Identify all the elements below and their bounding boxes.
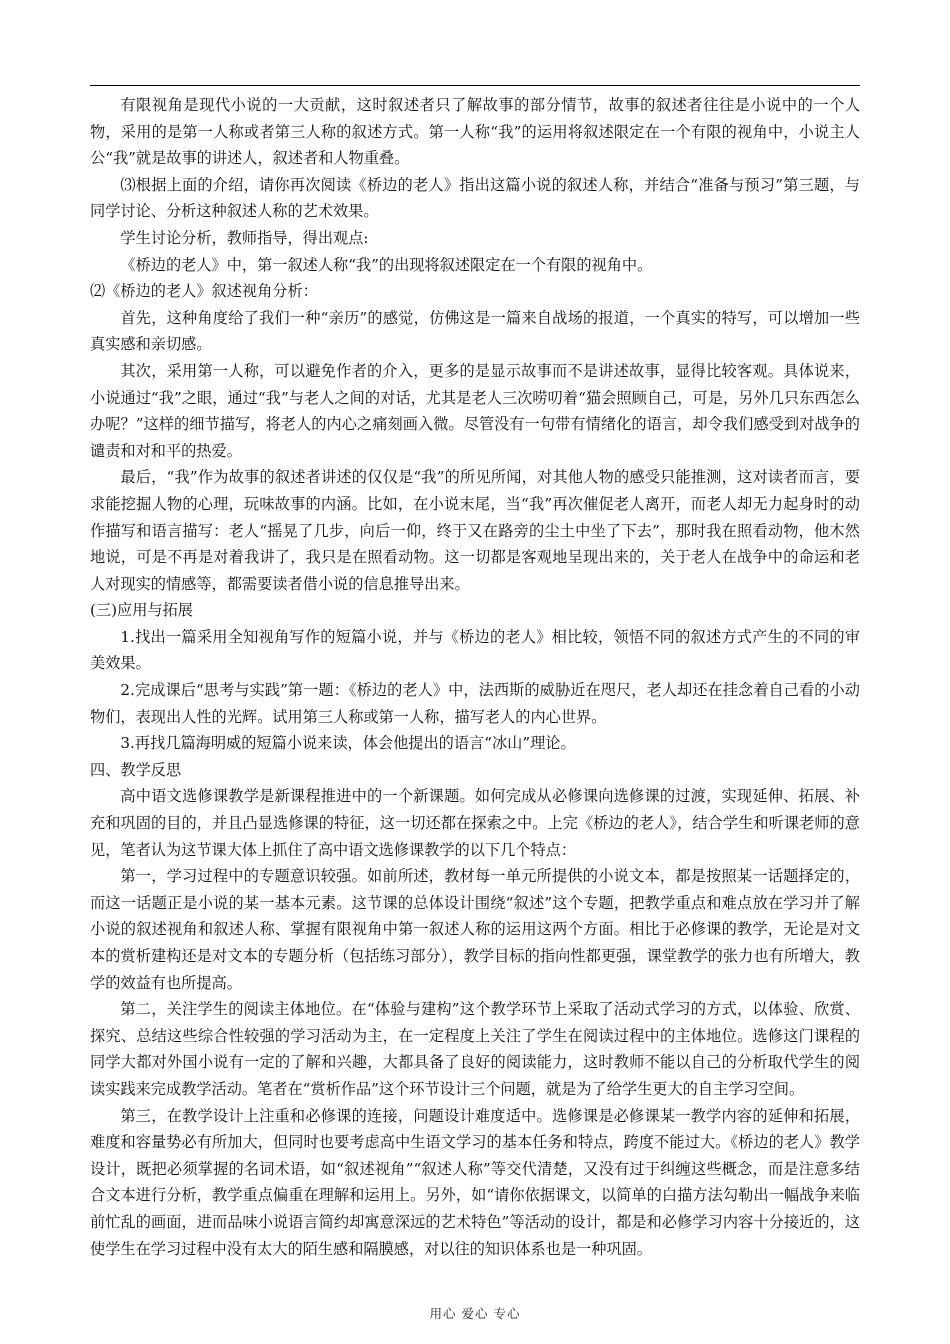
paragraph: 《桥边的老人》中，第一叙述人称“我”的出现将叙述限定在一个有限的视角中。 — [120, 255, 653, 274]
list-item: 3.再找几篇海明威的短篇小说来读，体会他提出的语言“冰山”理论。 — [120, 734, 576, 753]
paragraph: 第二，关注学生的阅读主体地位。在“体验与建构”这个教学环节上采取了活动式学习的方式，以体验、欣赏、探究、总结这些综合性较强的学习活动为主，在一定程度上关注了学生在阅读过程中的主体地位。选修这门课程的同学大都对外国小说有一定的了解和兴趣，大都具备了良好的阅读能力，这时教师不能以自己的分析取代学生的阅读实践来完成教学活动。笔者在“赏析作品”这个环节设计三个问题，就是为了给学生更大的自主学习空间。 — [90, 1000, 860, 1098]
paragraph: 学生讨论分析，教师指导，得出观点: — [120, 228, 369, 247]
page-footer: 用心 爱心 专心 — [429, 1306, 521, 1321]
list-item: 2.完成课后“思考与实践”第一题：《桥边的老人》中，法西斯的威胁近在咫尺，老人却还在挂念着自己看的小动物们，表现出人性的光辉。试用第三人称或第一人称，描写老人的内心世界。 — [90, 681, 860, 726]
paragraph: ⑶根据上面的介绍，请你再次阅读《桥边的老人》指出这篇小说的叙述人称，并结合“准备与预习”第三题，与同学讨论、分析这种叙述人称的艺术效果。 — [90, 175, 860, 221]
paragraph: 第三，在教学设计上注重和必修课的连接，问题设计难度适中。选修课是必修课某一教学内容的延伸和拓展，难度和容量势必有所加大，但同时也要考虑高中生语文学习的基本任务和特点，跨度不能过大。《桥边的老人》教学设计，既把必须掌握的名词术语，如“叙述视角”“叙述人称”等交代清楚，又没有过于纠缠这些概念，而是注意多结合文本进行分析，教学重点偏重在理解和运用上。另外，如“请你依据课文，以简单的白描方法勾勒出一幅战争来临前忙乱的画面，进而品味小说语言简约却寓意深远的艺术特色”等活动的设计，都是和必修学习内容十分接近的，这使学生在学习过程中没有太大的陌生感和隔膜感，对以往的知识体系也是一种巩固。 — [90, 1106, 860, 1258]
paragraph: 高中语文选修课教学是新课程推进中的一个新课题。如何完成从必修课向选修课的过渡，实现延伸、拓展、补充和巩固的目的，并且凸显选修课的特征，这一切还都在探索之中。上完《桥边的老人》，结合学生和听课老师的意见，笔者认为这节课大体上抓住了高中语文选修课教学的以下几个特点： — [90, 787, 860, 859]
paragraph: 有限视角是现代小说的一大贡献，这时叙述者只了解故事的部分情节，故事的叙述者往往是小说中的一个人物，采用的是第一人称或者第三人称的叙述方式。第一人称“我”的运用将叙述限定在一个有限的视角中，小说主人公“我”就是故事的讲述人，叙述者和人物重叠。 — [90, 96, 860, 168]
list-item: 1.找出一篇采用全知视角写作的短篇小说，并与《桥边的老人》相比较，领悟不同的叙述方式产生的不同的审美效果。 — [90, 627, 860, 673]
paragraph: 最后，“我”作为故事的叙述者讲述的仅仅是“我”的所见所闻，对其他人物的感受只能推测，这对读者而言，要求能挖掘人物的心理，玩味故事的内涵。比如，在小说末尾，当“我”再次催促老人离开，而老人却无力起身时的动作描写和语言描写：老人“摇晃了几步，向后一仰，终于又在路旁的尘土中坐了下去”，那时我在照看动物，他木然地说，可是不再是对着我讲了，我只是在照看动物。这一切都是客观地呈现出来的，关于老人在战争中的命运和老人对现实的情感等，都需要读者借小说的信息推导出来。 — [90, 468, 860, 593]
header-rule — [90, 85, 860, 86]
section-heading: 四、教学反思 — [90, 760, 182, 779]
document-body — [90, 92, 860, 1262]
paragraph: 其次，采用第一人称，可以避免作者的介入，更多的是显示故事而不是讲述故事，显得比较客观。具体说来，小说通过“我”之眼，通过“我”与老人之间的对话，尤其是老人三次唠叨着“猫会照顾自己，可是，另外几只东西怎么办呢？”这样的细节描写，将老人的内心之痛刻画入微。尽管没有一句带有情绪化的语言，却令我们感受到对战争的谴责和对和平的热爱。 — [90, 361, 860, 460]
paragraph: 第一，学习过程中的专题意识较强。如前所述，教材每一单元所提供的小说文本，都是按照某一话题择定的，而这一话题正是小说的某一基本元素。这节课的总体设计围绕“叙述”这个专题，把教学重点和难点放在学习并了解小说的叙述视角和叙述人称、掌握有限视角中第一叙述人称的运用这两个方面。相比于必修课的教学，无论是对文本的赏析建构还是对文本的专题分析（包括练习部分），教学目标的指向性都更强，课堂教学的张力也有所增大，教学的效益有也所提高。 — [90, 867, 860, 992]
section-heading: ⑵《桥边的老人》叙述视角分析： — [90, 282, 318, 301]
paragraph: 首先，这种角度给了我们一种“亲历”的感觉，仿佛这是一篇来自战场的报道，一个真实的特写，可以增加一些真实感和亲切感。 — [90, 308, 860, 354]
section-heading: (三)应用与拓展 — [90, 601, 193, 620]
